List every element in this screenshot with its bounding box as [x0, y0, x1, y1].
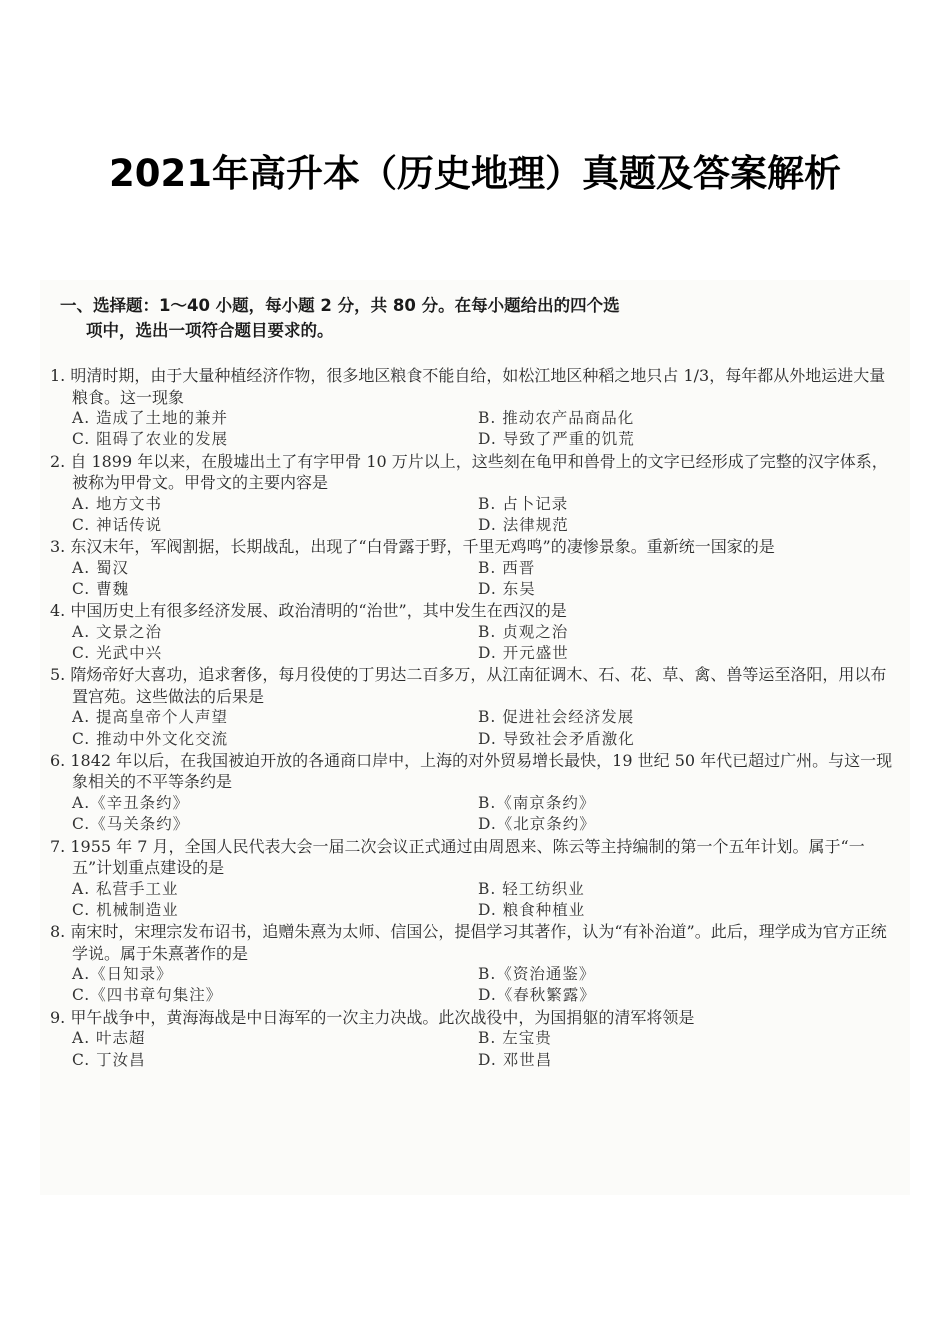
option-d: D. 邓世昌	[478, 1050, 553, 1069]
option-d: D. 粮食种植业	[478, 900, 586, 919]
question-stem: 8. 南宋时，宋理宗发布诏书，追赠朱熹为太师、信国公，提倡学习其著作，认为“有补治道”。此后，理学成为官方正统学说。属于朱熹著作的是	[50, 922, 887, 963]
question-stem: 2. 自 1899 年以来，在殷墟出土了有字甲骨 10 万片以上，这些刻在龟甲和兽骨上的文字已经形成了完整的汉字体系，被称为甲骨文。甲骨文的主要内容是	[50, 451, 888, 493]
option-grid	[50, 1028, 900, 1071]
question-9	[50, 1007, 900, 1071]
option-grid	[50, 707, 900, 750]
question-3	[50, 536, 900, 600]
question-8	[50, 921, 900, 1007]
question-4	[50, 600, 900, 664]
option-c: C. 推动中外文化交流	[72, 729, 229, 748]
section-heading	[60, 293, 740, 343]
option-d: D.《春秋繁露》	[478, 986, 596, 1005]
option-d: D. 导致社会矛盾激化	[478, 729, 635, 748]
question-stem: 6. 1842 年以后，在我国被迫开放的各通商口岸中，上海的对外贸易增长最快，19 世纪 50 年代已超过广州。与这一现象相关的不平等条约是	[50, 750, 893, 792]
option-c: C. 神话传说	[72, 515, 163, 534]
section-heading-line-2: 项中，选出一项符合题目要求的。	[86, 321, 334, 340]
option-b: B. 轻工纺织业	[478, 879, 585, 898]
question-6	[50, 750, 900, 836]
option-b: B. 占卜记录	[478, 494, 569, 513]
option-d: D. 开元盛世	[478, 644, 569, 663]
question-stem: 4. 中国历史上有很多经济发展、政治清明的“治世”，其中发生在西汉的是	[50, 601, 567, 621]
option-c: C. 阻碍了农业的发展	[72, 430, 229, 449]
question-stem: 5. 隋炀帝好大喜功，追求奢侈，每月役使的丁男达二百多万，从江南征调木、石、花、草、禽、兽等运至洛阳，用以布置宫苑。这些做法的后果是	[50, 665, 887, 706]
option-b: B. 促进社会经济发展	[478, 708, 635, 727]
option-a: A. 提高皇帝个人声望	[72, 708, 229, 727]
option-c: C. 曹魏	[72, 579, 130, 598]
question-stem: 3. 东汉末年，军阀割据，长期战乱，出现了“白骨露于野，千里无鸡鸣”的凄惨景象。重新统一国家的是	[50, 537, 775, 557]
option-b: B. 左宝贵	[478, 1029, 552, 1048]
section-heading-line-1: 一、选择题：1～40 小题，每小题 2 分，共 80 分。在每小题给出的四个选	[60, 296, 620, 315]
option-b: B. 推动农产品商品化	[478, 409, 635, 427]
page-title: 2021年高升本（历史地理）真题及答案解析	[109, 152, 841, 195]
option-b: B.《资治通鉴》	[478, 965, 596, 984]
question-stem: 7. 1955 年 7 月，全国人民代表大会一届二次会议正式通过由周恩来、陈云等主持编制的第一个五年计划。属于“一五”计划重点建设的是	[50, 836, 865, 878]
option-a: A.《辛丑条约》	[72, 793, 190, 812]
option-c: C.《四书章句集注》	[72, 986, 223, 1005]
option-grid	[50, 494, 900, 537]
option-c: C. 机械制造业	[72, 900, 179, 919]
question-2	[50, 451, 900, 537]
option-a: A. 叶志超	[72, 1029, 146, 1048]
question-1	[50, 365, 900, 451]
question-stem: 1. 明清时期，由于大量种植经济作物，很多地区粮食不能自给，如松江地区种稻之地只占 1/3，每年都从外地运进大量粮食。这一现象	[50, 366, 886, 407]
option-grid	[50, 408, 900, 451]
option-grid	[50, 964, 900, 1007]
option-b: B. 贞观之治	[478, 622, 569, 641]
option-d: D. 法律规范	[478, 515, 569, 534]
option-grid	[50, 879, 900, 922]
option-a: A. 地方文书	[72, 494, 163, 513]
option-grid	[50, 622, 900, 665]
option-a: A. 蜀汉	[72, 558, 130, 577]
option-d: D. 导致了严重的饥荒	[478, 430, 635, 449]
option-a: A. 造成了土地的兼并	[72, 409, 229, 427]
option-d: D. 东吴	[478, 579, 536, 598]
option-grid	[50, 558, 900, 601]
question-list	[50, 365, 900, 1071]
option-c: C. 光武中兴	[72, 644, 163, 663]
option-c: C. 丁汝昌	[72, 1050, 146, 1069]
option-grid	[50, 793, 900, 836]
option-b: B.《南京条约》	[478, 793, 596, 812]
question-stem: 9. 甲午战争中，黄海海战是中日海军的一次主力决战。此次战役中，为国捐躯的清军将领是	[50, 1007, 695, 1027]
option-b: B. 西晋	[478, 558, 536, 577]
option-d: D.《北京条约》	[478, 815, 596, 834]
question-5	[50, 664, 900, 750]
question-7	[50, 836, 900, 922]
option-a: A.《日知录》	[72, 965, 173, 984]
option-a: A. 文景之治	[72, 622, 163, 641]
option-c: C.《马关条约》	[72, 815, 190, 834]
option-a: A. 私营手工业	[72, 879, 179, 898]
